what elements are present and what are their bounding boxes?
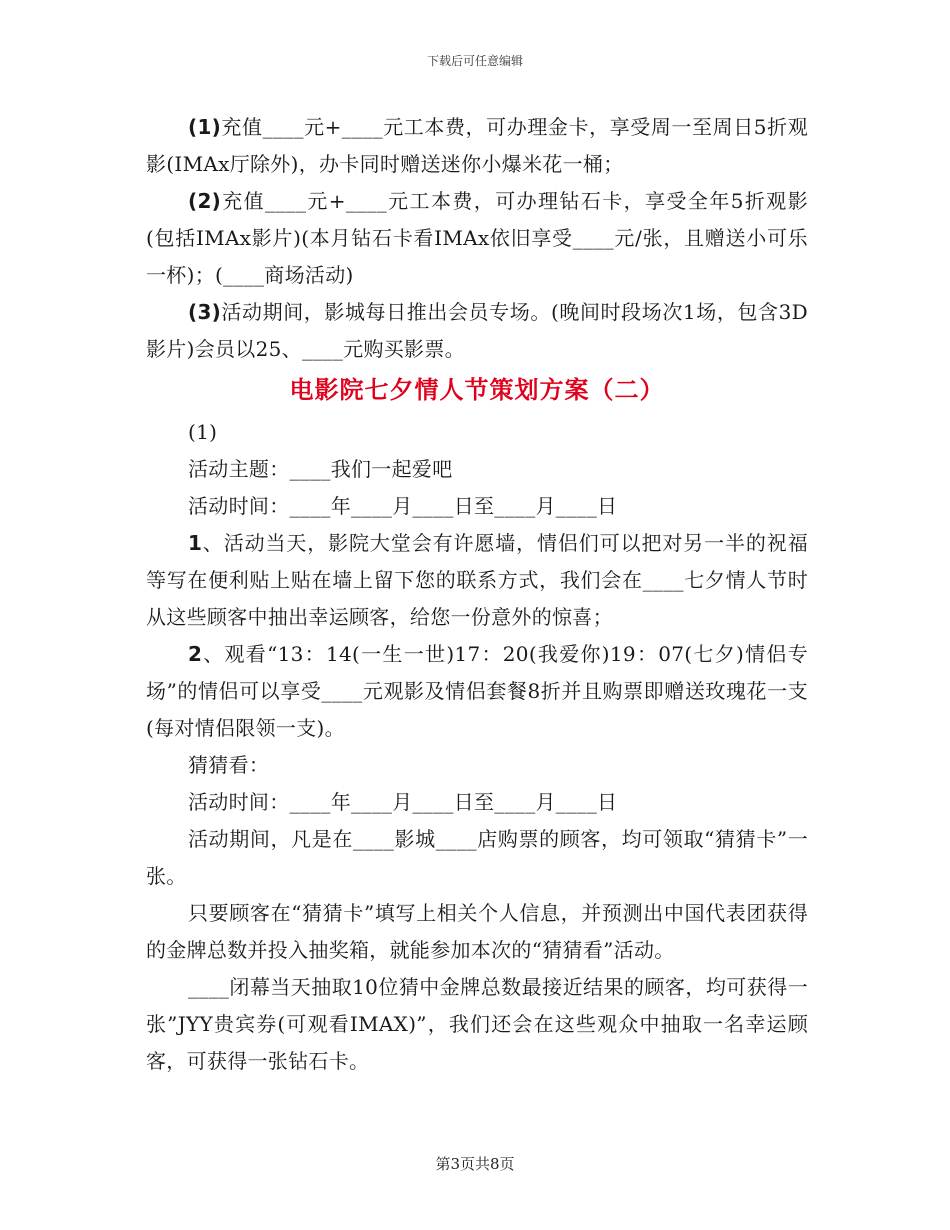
- item-text: 充值____元+____元工本费，可办理钻石卡，享受全年5折观影(包括IMAx影片)(本月钻石卡看IMAx依旧享受____元/张，且赠送小可乐一杯)；(____商场活动): [146, 189, 808, 287]
- list-item: [146, 294, 808, 368]
- item-number: 2: [188, 642, 203, 666]
- paragraph: [146, 636, 808, 747]
- paragraph-text: 活动时间：____年____月____日至____月____日: [188, 790, 618, 814]
- list-item: [146, 183, 808, 294]
- paragraph-text: 、活动当天，影院大堂会有许愿墙，情侣们可以把对另一半的祝福等写在便利贴上贴在墙上留下您的联系方式，我们会在____七夕情人节时从这些顾客中抽出幸运顾客，给您一份意外的惊喜；: [146, 531, 808, 629]
- paragraph: [146, 895, 808, 969]
- paragraph-text: 只要顾客在“猜猜卡”填写上相关个人信息，并预测出中国代表团获得的金牌总数并投入抽奖箱，就能参加本次的“猜猜看”活动。: [146, 901, 808, 962]
- paragraph: [146, 451, 808, 488]
- paragraph: [146, 969, 808, 1080]
- paragraph: [146, 747, 808, 784]
- paragraph-text: 活动主题：____我们一起爱吧: [188, 457, 453, 481]
- item-number: (3): [188, 300, 222, 324]
- paragraph-text: ____闭幕当天抽取10位猜中金牌总数最接近结果的顾客，均可获得一张”JYY贵宾券(可观看IMAX)”，我们还会在这些观众中抽取一名幸运顾客，可获得一张钻石卡。: [146, 975, 808, 1073]
- paragraph-text: (1): [188, 420, 218, 444]
- item-number: (2): [188, 189, 222, 213]
- paragraph-text: 猜猜看：: [188, 753, 270, 777]
- item-text: 活动期间，影城每日推出会员专场。(晚间时段场次1场，包含3D影片)会员以25、____元购买影票。: [146, 300, 808, 361]
- paragraph-text: 活动时间：____年____月____日至____月____日: [188, 494, 618, 518]
- paragraph-text: 、观看“13：14(一生一世)17：20(我爱你)19：07(七夕)情侣专场”的情侣可以享受____元观影及情侣套餐8折并且购票即赠送玫瑰花一支(每对情侣限领一支)。: [146, 642, 808, 740]
- document-body: [146, 109, 808, 1080]
- page-footer: 第3页共8页: [435, 1155, 515, 1173]
- item-number: 1: [188, 531, 203, 555]
- paragraph: [146, 525, 808, 636]
- item-text: 充值____元+____元工本费，可办理金卡，享受周一至周日5折观影(IMAx厅除外)，办卡同时赠送迷你小爆米花一桶；: [146, 115, 808, 176]
- paragraph: [146, 821, 808, 895]
- paragraph: [146, 488, 808, 525]
- paragraph: [146, 414, 808, 451]
- paragraph: [146, 784, 808, 821]
- section-title: 电影院七夕情人节策划方案（二）: [289, 376, 665, 404]
- page-header: 下载后可任意编辑: [426, 54, 523, 68]
- item-number: (1): [188, 115, 222, 139]
- list-item: [146, 109, 808, 183]
- paragraph-text: 活动期间，凡是在____影城____店购票的顾客，均可领取“猜猜卡”一张。: [146, 827, 808, 888]
